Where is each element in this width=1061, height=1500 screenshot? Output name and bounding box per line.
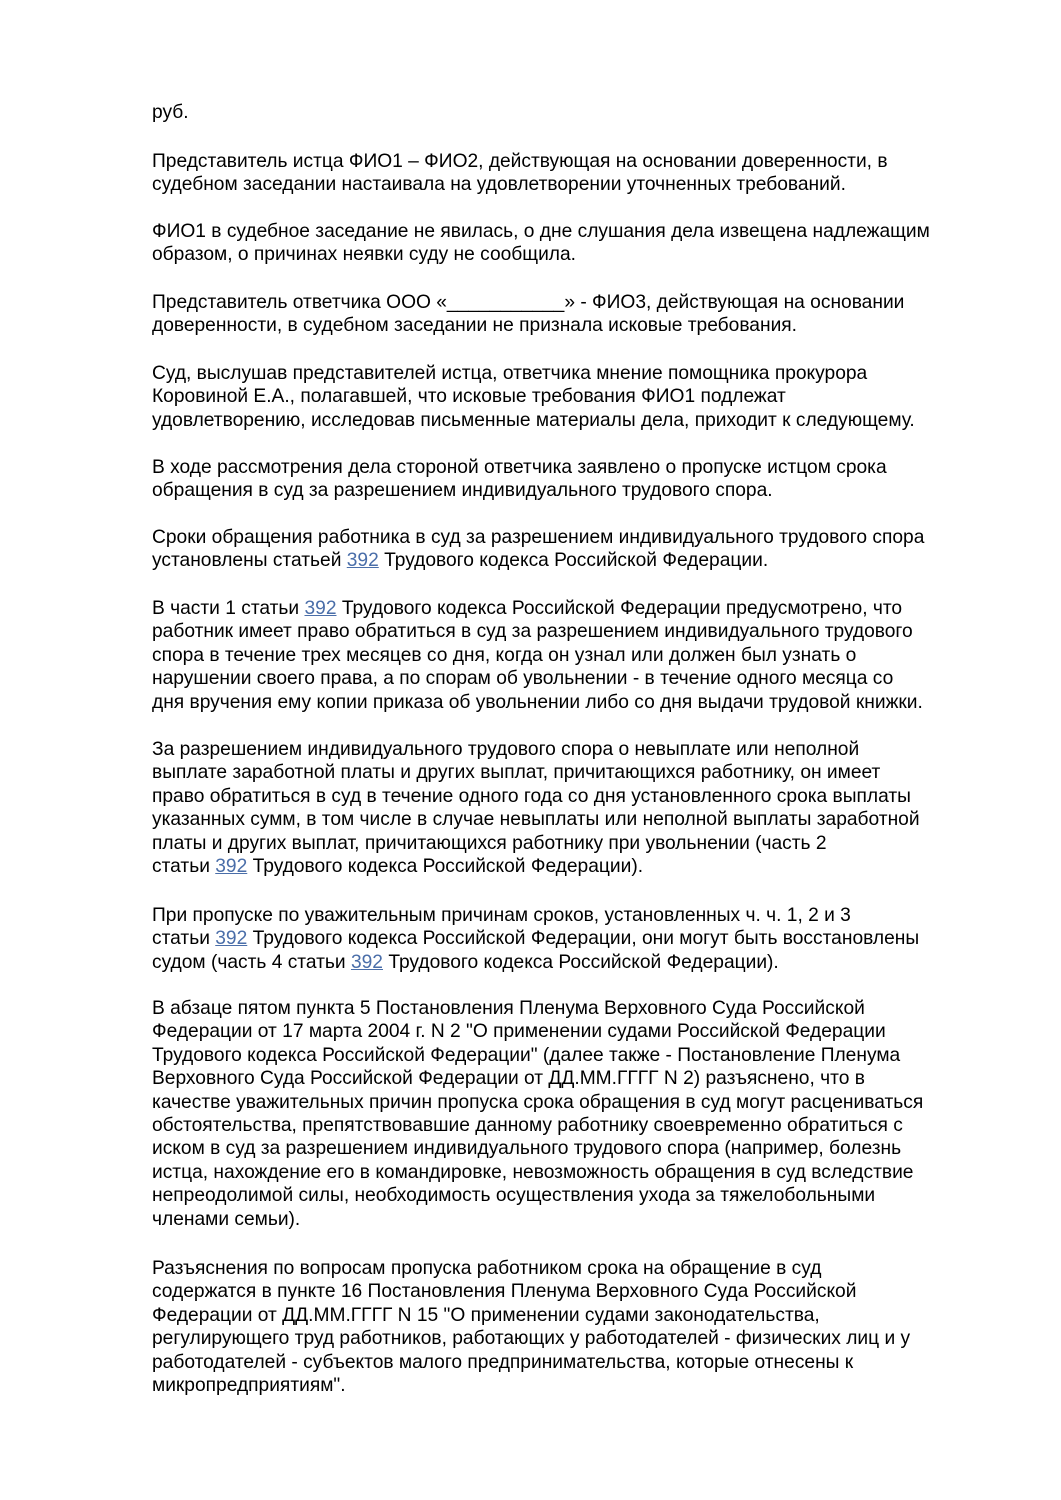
paragraph-plenum-resolution-15	[152, 1257, 910, 1397]
text-line: Представитель истца ФИО1 – ФИО2, действующая на основании доверенности, в	[152, 151, 888, 172]
paragraph-filing-deadlines	[152, 526, 924, 573]
text-line: Верховного Суда Российской Федерации от ДД.ММ.ГГГГ N 2) разъяснено, что в	[152, 1068, 865, 1090]
text-line: указанных сумм, в том числе в случае невыплаты или неполной выплаты заработной	[152, 809, 920, 831]
text-line: работник имеет право обратиться в суд за разрешением индивидуального трудового	[152, 621, 913, 643]
text-line: Федерации от 17 марта 2004 г. N 2 "О применении судами Российской Федерации	[152, 1021, 886, 1043]
text-line: Сроки обращения работника в суд за разрешением индивидуального трудового спора	[152, 527, 925, 548]
article-392-link[interactable]: 392	[346, 550, 379, 572]
paragraph-defendant-representative	[152, 291, 904, 338]
article-392-link[interactable]: 392	[215, 928, 248, 950]
paragraph-plenum-resolution-2	[152, 997, 923, 1231]
paragraph-plaintiff-representative	[152, 150, 888, 197]
paragraph-currency-fragment	[152, 101, 189, 124]
text-line: удовлетворению, исследовав письменные материалы дела, приходит к следующему.	[152, 409, 915, 431]
text-line: статьи 392 Трудового кодекса Российской Федерации).	[152, 856, 644, 878]
text-line: образом, о причинах неявки суду не сообщила.	[152, 244, 576, 266]
paragraph-court-hearing	[152, 362, 915, 432]
text-line: спора в течение трех месяцев со дня, когда он узнал или должен был узнать о	[152, 644, 857, 666]
text-line: статьи 392 Трудового кодекса Российской Федерации, они могут быть восстановлены	[152, 928, 920, 950]
article-392-link[interactable]: 392	[350, 951, 383, 973]
text-line: работодателей - субъектов малого предпринимательства, которые отнесены к	[152, 1351, 854, 1373]
text-line: Федерации от ДД.ММ.ГГГГ N 15 "О применении судами законодательства,	[152, 1304, 820, 1326]
text-line: судебном заседании настаивала на удовлетворении уточненных требований.	[152, 174, 846, 196]
text-line: иском в суд за разрешением индивидуального трудового спора (например, болезнь	[152, 1138, 902, 1160]
text-line: Разъяснения по вопросам пропуска работником срока на обращение в суд	[152, 1258, 822, 1279]
text-line: обращения в суд за разрешением индивидуального трудового спора.	[152, 480, 773, 502]
paragraph-wage-disputes	[152, 738, 920, 878]
text-line: микропредприятиям".	[152, 1375, 346, 1397]
text-line: членами семьи).	[152, 1208, 301, 1230]
text-line: руб.	[152, 102, 189, 123]
paragraph-plaintiff-absence	[152, 220, 930, 267]
text-line: В абзаце пятом пункта 5 Постановления Пленума Верховного Суда Российской	[152, 998, 865, 1019]
text-line: право обратиться в суд в течение одного года со дня установленного срока выплаты	[152, 785, 911, 807]
article-392-link[interactable]: 392	[304, 598, 337, 619]
text-line: Трудового кодекса Российской Федерации" (далее также - Постановление Пленума	[152, 1044, 901, 1066]
text-line: качестве уважительных причин пропуска срока обращения в суд могут расцениваться	[152, 1091, 924, 1113]
paragraph-deadline-restoration	[152, 904, 919, 974]
text-line: судом (часть 4 статьи 392 Трудового кодекса Российской Федерации).	[152, 951, 779, 973]
text-line: доверенности, в судебном заседании не признала исковые требования.	[152, 315, 798, 337]
text-line: обстоятельства, препятствовавшие данному работнику своевременно обратиться с	[152, 1115, 903, 1137]
text-line: содержатся в пункте 16 Постановления Пленума Верховного Суда Российской	[152, 1281, 857, 1303]
text-line: Суд, выслушав представителей истца, ответчика мнение помощника прокурора	[152, 363, 868, 384]
text-line: дня вручения ему копии приказа об увольнении либо со дня выдачи трудовой книжки.	[152, 691, 923, 713]
text-line: установлены статьей 392 Трудового кодекса Российской Федерации.	[152, 550, 769, 572]
text-line: Коровиной Е.А., полагавшей, что исковые требования ФИО1 подлежат	[152, 386, 786, 408]
text-line: В ходе рассмотрения дела стороной ответчика заявлено о пропуске истцом срока	[152, 457, 887, 478]
text-line: платы и других выплат, причитающихся работнику при увольнении (часть 2	[152, 832, 827, 854]
paragraph-limitation-claim	[152, 456, 887, 503]
article-392-link[interactable]: 392	[215, 856, 248, 878]
text-line: выплате заработной платы и других выплат, причитающихся работнику, он имеет	[152, 762, 881, 784]
text-line: истца, нахождение его в командировке, невозможность обращения в суд вследствие	[152, 1161, 914, 1183]
text-line: При пропуске по уважительным причинам сроков, установленных ч. ч. 1, 2 и 3	[152, 905, 851, 926]
text-line: регулирующего труд работников, работающих у работодателей - физических лиц и у	[152, 1328, 911, 1350]
text-line: В части 1 статьи 392 Трудового кодекса Российской Федерации предусмотрено, что	[152, 598, 903, 619]
text-line: непреодолимой силы, необходимость осуществления ухода за тяжелобольными	[152, 1185, 876, 1207]
text-line: ФИО1 в судебное заседание не явилась, о дне слушания дела извещена надлежащим	[152, 221, 930, 242]
paragraph-article-392-part-1	[152, 597, 923, 714]
text-line: нарушении своего права, а по спорам об увольнении - в течение одного месяца со	[152, 668, 894, 690]
text-line: За разрешением индивидуального трудового спора о невыплате или неполной	[152, 739, 860, 760]
text-line: Представитель ответчика ООО «___________» - ФИО3, действующая на основании	[152, 292, 905, 313]
